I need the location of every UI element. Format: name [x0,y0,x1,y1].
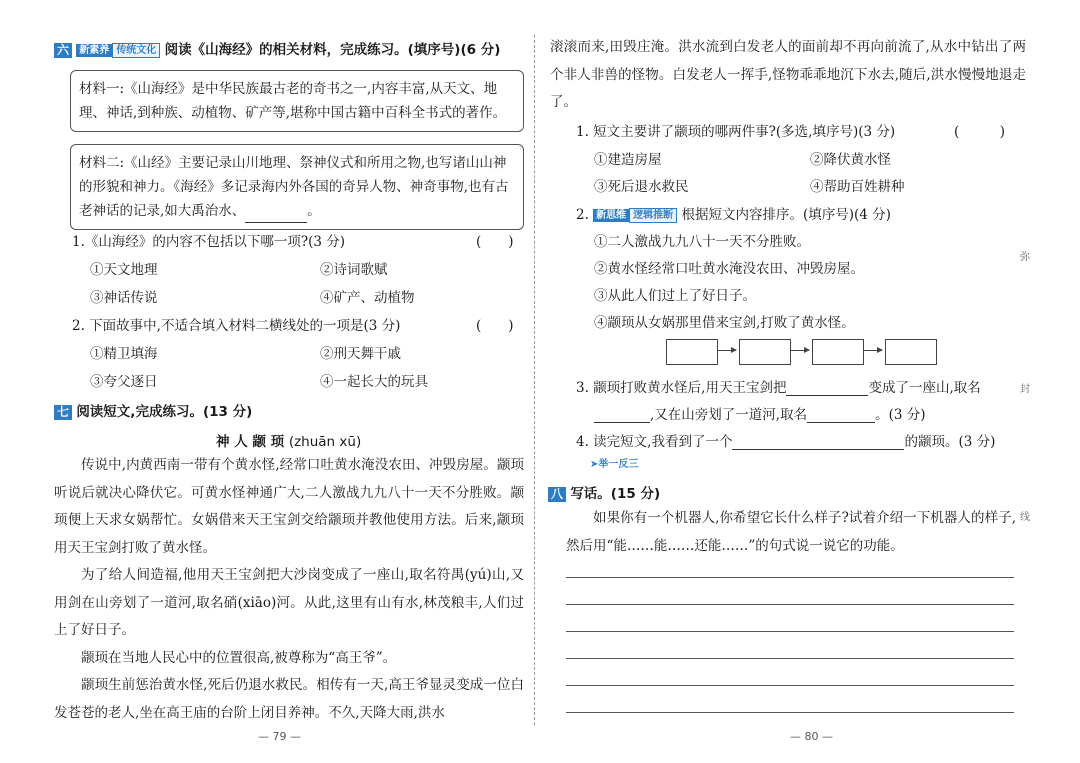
question-1 [72,230,345,250]
question-2-number: 2. [576,207,589,223]
question-2-text: 2. 下面故事中,不适合填入材料二横线处的一项是(3 分) [72,318,401,334]
binding-mark: 线 [1020,512,1030,523]
section-number: 八 [548,487,566,502]
badge-new-literacy: 新素养 [76,44,112,57]
right-answer-paren-1[interactable]: ( ) [954,124,1006,140]
right-question-4 [576,430,995,450]
article-title-text: 神 人 颛 顼 [216,434,285,450]
extend-practice-label: ➤举一反三 [590,459,639,470]
order-item-4: ④颛顼从女娲那里借来宝剑,打败了黄水怪。 [594,315,855,331]
q4-blank[interactable] [732,449,904,450]
article-continued [550,34,1026,117]
badge-traditional-culture: 传统文化 [112,43,160,58]
binding-mark: 封 [1020,384,1030,395]
section-number: 七 [54,405,72,420]
writing-prompt [566,504,1016,560]
writing-line[interactable] [566,604,1014,605]
section-8-heading [548,482,660,502]
question-3-text-a: 3. 颛顼打败黄水怪后,用天王宝剑把 [576,380,787,396]
page-number-left: — 79 — [258,730,301,743]
material-1-text: 材料一:《山海经》是中华民族最古老的奇书之一,内容丰富,从天文、地理、神话,到种族、动植物、矿产等,堪称中国古籍中百科全书式的著作。 [79,81,507,121]
q1-option-b[interactable]: ②诗词歌赋 [320,262,388,278]
order-answer-box-1[interactable] [666,339,718,365]
order-answer-box-4[interactable] [885,339,937,365]
arrow-right-icon [718,350,736,351]
question-3-text-d: 。(3 分) [875,407,926,423]
question-2-text: 根据短文内容排序。(填序号)(4 分) [681,207,891,223]
arrow-right-icon [864,350,882,351]
rq1-option-d[interactable]: ④帮助百姓耕种 [810,179,905,195]
answer-paren-2[interactable]: ( ) [476,318,514,334]
q2-option-b[interactable]: ②刑天舞干戚 [320,346,401,362]
material-2-box [70,144,524,230]
section-title: 阅读短文,完成练习。(13 分) [76,404,253,420]
order-item-2: ②黄水怪经常口吐黄水淹没农田、冲毁房屋。 [594,261,864,277]
order-item-1: ①二人激战九九八十一天不分胜败。 [594,234,810,250]
writing-line[interactable] [566,685,1014,686]
question-3-text-b: 变成了一座山,取名 [868,380,981,396]
article-paragraph: 传说中,内黄西南一带有个黄水怪,经常口吐黄水淹没农田、冲毁房屋。颛顼听说后就决心降伏它。可黄水怪神通广大,二人激战九九八十一天不分胜败。颛顼便上天求女娲帮忙。女娲借来天王宝剑交给颛顼并教他使用方法。后来,颛顼用天王宝剑打败了黄水怪。 [54,457,524,556]
answer-paren-1[interactable]: ( ) [476,234,514,250]
q1-option-d[interactable]: ④矿产、动植物 [320,290,415,306]
question-1-text: 1.《山海经》的内容不包括以下哪一项?(3 分) [72,234,346,250]
writing-line[interactable] [566,712,1014,713]
rq1-option-a[interactable]: ①建造房屋 [594,152,662,168]
badge-new-thinking: 新思维 [593,209,629,222]
writing-prompt-text: 如果你有一个机器人,你希望它长什么样子?试着介绍一下机器人的样子,然后用“能……能……还能……”的句式说一说它的功能。 [566,510,1016,554]
binding-mark: 弥 [1020,252,1030,263]
writing-line[interactable] [566,658,1014,659]
q2-option-c[interactable]: ③夸父逐日 [90,374,158,390]
question-4-text-b: 的颛顼。(3 分) [904,434,996,450]
article-title [216,430,361,450]
article-paragraph: 为了给人间造福,他用天王宝剑把大沙岗变成了一座山,取名符禺(yú)山,又用剑在山旁划了一道河,取名硝(xiāo)河。从此,这里有山有水,林茂粮丰,人们过上了好日子。 [54,567,524,638]
material-1-box [70,70,524,132]
badge-logic: 逻辑推断 [629,208,677,223]
question-3-text-c: ,又在山旁划了一道河,取名 [650,407,808,423]
q2-option-a[interactable]: ①精卫填海 [90,346,158,362]
order-answer-box-3[interactable] [812,339,864,365]
writing-line[interactable] [566,577,1014,578]
rq1-option-b[interactable]: ②降伏黄水怪 [810,152,891,168]
section-title: 阅读《山海经》的相关材料，完成练习。(填序号)(6 分) [164,42,501,58]
q1-option-a[interactable]: ①天文地理 [90,262,158,278]
section-title: 写话。(15 分) [570,486,661,502]
article-paragraph: 颛顼生前惩治黄水怪,死后仍退水救民。相传有一天,高王爷显灵变成一位白发苍苍的老人,坐在高王庙的台阶上闭目养神。不久,天降大雨,洪水 [54,677,524,721]
material-2-end: 。 [307,203,321,219]
article-title-pinyin: (zhuān xū) [288,434,362,450]
right-question-3-line2 [594,403,926,423]
material-2-text: 材料二:《山经》主要记录山川地理、祭神仪式和所用之物,也写诸山山神的形貌和神力。《海经》多记录海内外各国的奇异人物、神奇事物,也有古老神话的记录,如大禹治水、 [79,155,509,219]
right-question-3-line1 [576,376,981,396]
order-item-3: ③从此人们过上了好日子。 [594,288,756,304]
right-question-1-text: 1. 短文主要讲了颛顼的哪两件事?(多选,填序号)(3 分) [576,124,896,140]
material-2-blank[interactable] [245,222,307,223]
section-6-heading [54,38,500,58]
page-number-right: — 80 — [790,730,833,743]
arrow-right-icon [791,350,809,351]
right-question-2 [576,203,891,223]
question-4-text-a: 4. 读完短文,我看到了一个 [576,434,733,450]
writing-line[interactable] [566,631,1014,632]
section-number: 六 [54,43,72,58]
right-page [540,0,1080,763]
order-answer-box-2[interactable] [739,339,791,365]
article-body [54,452,524,727]
q2-option-d[interactable]: ④一起长大的玩具 [320,374,428,390]
article-paragraph-continued: 滚滚而来,田毁庄淹。洪水流到白发老人的面前却不再向前流了,从水中钻出了两个非人非兽的怪物。白发老人一挥手,怪物乖乖地沉下水去,随后,洪水慢慢地退走了。 [550,39,1026,110]
q3-blank-3[interactable] [807,422,875,423]
article-paragraph: 颛顼在当地人民心中的位置很高,被尊称为“高王爷”。 [81,649,397,666]
q3-blank-2[interactable] [594,422,650,423]
section-7-heading [54,400,252,420]
q1-option-c[interactable]: ③神话传说 [90,290,158,306]
q3-blank-1[interactable] [786,395,868,396]
rq1-option-c[interactable]: ③死后退水救民 [594,179,689,195]
